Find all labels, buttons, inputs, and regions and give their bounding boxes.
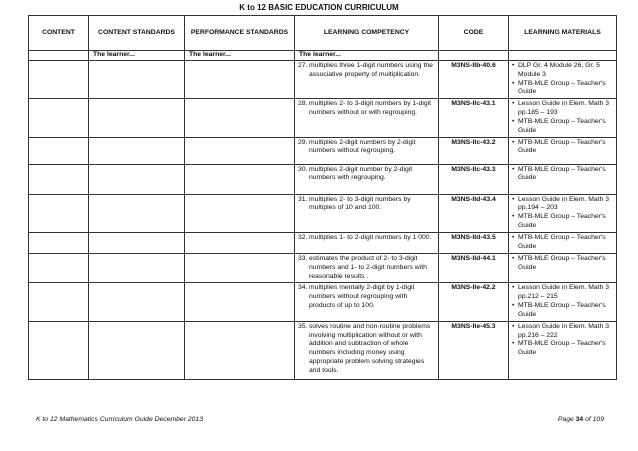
code-cell: M3NS-IIe-45.3: [439, 321, 509, 379]
material-item: • MTB-MLE Group – Teacher's Guide: [512, 340, 613, 358]
learning-materials-cell: [509, 321, 617, 379]
learning-materials-cell: [509, 283, 617, 321]
content-cell: [29, 194, 89, 232]
performance-standards-cell: [185, 99, 295, 137]
materials-list: [512, 166, 613, 184]
content-cell: [29, 61, 89, 99]
content-standards-cell: [89, 61, 185, 99]
material-item: • Lesson Guide in Elem. Math 3 pp.212 – 215: [512, 284, 613, 302]
table-row: [29, 61, 617, 99]
header-learning-competency: LEARNING COMPETENCY: [295, 16, 439, 51]
learner-content-cell: [29, 51, 89, 61]
performance-standards-cell: [185, 137, 295, 164]
table-row: [29, 283, 617, 321]
competency-cell: [295, 164, 439, 194]
content-standards-cell: [89, 137, 185, 164]
competency-cell: [295, 137, 439, 164]
competency-cell: [295, 61, 439, 99]
content-standards-cell: [89, 232, 185, 253]
table-row: [29, 194, 617, 232]
competency-cell: [295, 232, 439, 253]
header-code: CODE: [439, 16, 509, 51]
learning-materials-cell: [509, 164, 617, 194]
material-item: • MTB-MLE Group – Teacher's Guide: [512, 118, 613, 136]
material-item: • MTB-MLE Group – Teacher's Guide: [512, 255, 613, 273]
code-cell: M3NS-IId-43.5: [439, 232, 509, 253]
competency-number: 33.: [298, 254, 308, 262]
competency-number: 30.: [298, 165, 308, 173]
materials-list: [512, 284, 613, 319]
material-item: • MTB-MLE Group – Teacher's Guide: [512, 213, 613, 231]
competency-number: 31.: [298, 195, 308, 203]
competency-number: 27.: [298, 62, 308, 69]
page-number: 34: [575, 416, 584, 423]
learner-materials-cell: [509, 51, 617, 61]
material-item: • DLP Gr. 4 Module 26, Gr. 5 Module 3: [512, 62, 613, 80]
table-row: [29, 253, 617, 282]
content-cell: [29, 137, 89, 164]
learning-materials-cell: [509, 99, 617, 137]
material-item: • MTB-MLE Group – Teacher's Guide: [512, 80, 613, 98]
learner-code-cell: [439, 51, 509, 61]
materials-list: [512, 196, 613, 231]
content-cell: [29, 253, 89, 282]
header-row: [29, 16, 617, 51]
competency-text: multiplies 2-digit numbers by 2-digit numbers without regrouping.: [309, 138, 416, 155]
learning-materials-cell: [509, 194, 617, 232]
competency-text: multiplies 2-digit number by 2-digit numbers with regrouping.: [309, 165, 413, 182]
content-cell: [29, 164, 89, 194]
code-cell: M3NS-IId-43.4: [439, 194, 509, 232]
learning-materials-cell: [509, 61, 617, 99]
performance-standards-cell: [185, 194, 295, 232]
competency-text: multiplies mentally 2-digit by 1-digit numbers without regrouping with products of up to 100.: [309, 284, 415, 310]
learning-materials-cell: [509, 232, 617, 253]
material-item: • MTB-MLE Group – Teacher's Guide: [512, 166, 613, 184]
performance-standards-cell: [185, 232, 295, 253]
competency-cell: [295, 283, 439, 321]
learning-materials-cell: [509, 137, 617, 164]
curriculum-table: [28, 15, 617, 380]
footer-guide-title: K to 12 Mathematics Curriculum Guide December 2013: [36, 416, 203, 423]
content-standards-cell: [89, 99, 185, 137]
header-content: CONTENT: [29, 16, 89, 51]
material-item: • MTB-MLE Group – Teacher's Guide: [512, 234, 613, 252]
performance-standards-cell: [185, 61, 295, 99]
materials-list: [512, 234, 613, 252]
code-cell: M3NS-IIc-43.3: [439, 164, 509, 194]
competency-cell: [295, 194, 439, 232]
learner-content-standards: The learner...: [89, 51, 185, 61]
materials-list: [512, 323, 613, 358]
content-standards-cell: [89, 321, 185, 379]
learner-row: [29, 51, 617, 61]
materials-list: [512, 139, 613, 157]
material-item: • Lesson Guide in Elem. Math 3 pp.194 – 203: [512, 196, 613, 214]
materials-list: [512, 100, 613, 135]
content-cell: [29, 283, 89, 321]
header-learning-materials: LEARNING MATERIALS: [509, 16, 617, 51]
competency-cell: [295, 321, 439, 379]
competency-text: multiplies three 1-digit numbers using the associative property of multiplication.: [309, 62, 433, 78]
material-item: • Lesson Guide in Elem. Math 3 pp.185 – 193: [512, 100, 613, 118]
content-standards-cell: [89, 164, 185, 194]
table-row: [29, 164, 617, 194]
code-cell: M3NS-IIc-43.2: [439, 137, 509, 164]
code-cell: M3NS-IId-44.1: [439, 253, 509, 282]
learning-materials-cell: [509, 253, 617, 282]
page-label: Page: [557, 416, 574, 423]
content-standards-cell: [89, 194, 185, 232]
competency-number: 29.: [298, 138, 308, 146]
header-performance-standards: PERFORMANCE STANDARDS: [185, 16, 295, 51]
learner-learning-competency: The learner...: [295, 51, 439, 61]
content-cell: [29, 232, 89, 253]
competency-number: 32.: [298, 233, 308, 241]
performance-standards-cell: [185, 283, 295, 321]
material-item: • MTB-MLE Group – Teacher's Guide: [512, 139, 613, 157]
table-row: [29, 232, 617, 253]
competency-text: multiplies 1- to 2-digit numbers by 1 000.: [309, 233, 432, 241]
table-row: [29, 99, 617, 137]
materials-list: [512, 62, 613, 97]
competency-number: 34.: [298, 284, 308, 292]
competency-text: multiplies 2- to 3-digit numbers by 1-digit numbers without or with regrouping.: [309, 100, 432, 117]
table-row: [29, 137, 617, 164]
materials-list: [512, 255, 613, 273]
content-cell: [29, 321, 89, 379]
material-item: • Lesson Guide in Elem. Math 3 pp.216 – 222: [512, 323, 613, 341]
content-standards-cell: [89, 283, 185, 321]
page-total: of 109: [585, 416, 604, 423]
content-standards-cell: [89, 253, 185, 282]
material-item: • MTB-MLE Group – Teacher's Guide: [512, 302, 613, 320]
code-cell: M3NS-IIb-40.6: [439, 61, 509, 99]
competency-cell: [295, 253, 439, 282]
competency-cell: [295, 99, 439, 137]
content-cell: [29, 99, 89, 137]
competency-text: multiplies 2- to 3-digit numbers by multiples of 10 and 100.: [309, 195, 411, 212]
learner-performance-standards: The learner...: [185, 51, 295, 61]
footer-page-number: [558, 416, 604, 423]
competency-text: solves routine and non-routine problems involving multiplication without or with addition and subtraction of whole numbers including money using appropriate problem solving strategies and tools.: [309, 322, 431, 374]
competency-number: 35.: [298, 322, 308, 330]
code-cell: M3NS-IIe-42.2: [439, 283, 509, 321]
performance-standards-cell: [185, 321, 295, 379]
competency-number: 28.: [298, 100, 308, 108]
header-content-standards: CONTENT STANDARDS: [89, 16, 185, 51]
performance-standards-cell: [185, 253, 295, 282]
performance-standards-cell: [185, 164, 295, 194]
document-title: K to 12 BASIC EDUCATION CURRICULUM: [239, 3, 399, 12]
competency-text: estimates the product of 2- to 3-digit numbers and 1- to 2-digit numbers with reasonable results .: [309, 254, 427, 280]
table-row: [29, 321, 617, 379]
code-cell: M3NS-IIc-43.1: [439, 99, 509, 137]
